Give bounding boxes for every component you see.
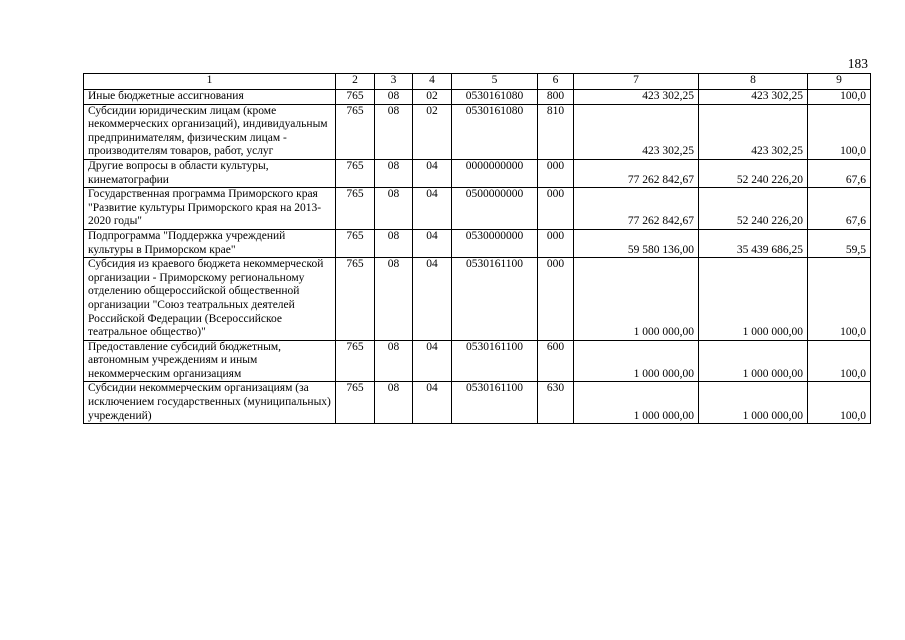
executed-amount: 52 240 226,20 [699, 159, 808, 187]
section-code: 08 [375, 258, 413, 341]
target-article-code: 0530161100 [452, 340, 538, 382]
table-row [84, 188, 871, 230]
table-row [84, 90, 871, 105]
row-name: Субсидия из краевого бюджета некоммерческой организации - Приморскому региональному отделению общероссийской общественной организации "Союз театральных деятелей Российской Федерации (Всероссийское театральное общество)" [84, 258, 336, 341]
table-row [84, 258, 871, 341]
ministry-code: 765 [336, 104, 375, 159]
subsection-code: 04 [413, 340, 452, 382]
header-cell-3: 3 [375, 74, 413, 90]
planned-amount: 59 580 136,00 [574, 229, 699, 257]
execution-percent: 100,0 [808, 382, 871, 424]
executed-amount: 423 302,25 [699, 104, 808, 159]
execution-percent: 67,6 [808, 159, 871, 187]
target-article-code: 0530161100 [452, 258, 538, 341]
ministry-code: 765 [336, 382, 375, 424]
planned-amount: 77 262 842,67 [574, 188, 699, 230]
header-cell-4: 4 [413, 74, 452, 90]
header-cell-9: 9 [808, 74, 871, 90]
subsection-code: 04 [413, 229, 452, 257]
planned-amount: 423 302,25 [574, 90, 699, 105]
table-row [84, 382, 871, 424]
execution-percent: 100,0 [808, 104, 871, 159]
header-cell-7: 7 [574, 74, 699, 90]
execution-percent: 100,0 [808, 340, 871, 382]
target-article-code: 0530000000 [452, 229, 538, 257]
expense-type-code: 000 [538, 188, 574, 230]
section-code: 08 [375, 104, 413, 159]
header-cell-1: 1 [84, 74, 336, 90]
subsection-code: 04 [413, 188, 452, 230]
expense-type-code: 630 [538, 382, 574, 424]
expense-type-code: 000 [538, 258, 574, 341]
executed-amount: 1 000 000,00 [699, 382, 808, 424]
header-cell-2: 2 [336, 74, 375, 90]
table-row [84, 340, 871, 382]
section-code: 08 [375, 188, 413, 230]
planned-amount: 1 000 000,00 [574, 340, 699, 382]
planned-amount: 77 262 842,67 [574, 159, 699, 187]
expense-type-code: 800 [538, 90, 574, 105]
executed-amount: 1 000 000,00 [699, 258, 808, 341]
expense-type-code: 000 [538, 229, 574, 257]
table-row [84, 159, 871, 187]
row-name: Субсидии юридическим лицам (кроме некоммерческих организаций), индивидуальным предпринимателям, физическим лицам - производителям товаров, работ, услуг [84, 104, 336, 159]
ministry-code: 765 [336, 159, 375, 187]
executed-amount: 423 302,25 [699, 90, 808, 105]
row-name: Государственная программа Приморского края "Развитие культуры Приморского края на 2013-2020 годы" [84, 188, 336, 230]
executed-amount: 52 240 226,20 [699, 188, 808, 230]
expense-type-code: 600 [538, 340, 574, 382]
section-code: 08 [375, 90, 413, 105]
planned-amount: 423 302,25 [574, 104, 699, 159]
table-row [84, 229, 871, 257]
section-code: 08 [375, 382, 413, 424]
expense-type-code: 810 [538, 104, 574, 159]
target-article-code: 0530161080 [452, 90, 538, 105]
ministry-code: 765 [336, 229, 375, 257]
planned-amount: 1 000 000,00 [574, 258, 699, 341]
subsection-code: 02 [413, 104, 452, 159]
subsection-code: 04 [413, 258, 452, 341]
row-name: Субсидии некоммерческим организациям (за исключением государственных (муниципальных) учреждений) [84, 382, 336, 424]
expense-type-code: 000 [538, 159, 574, 187]
table-row [84, 104, 871, 159]
header-row [84, 74, 871, 90]
execution-percent: 67,6 [808, 188, 871, 230]
header-cell-6: 6 [538, 74, 574, 90]
row-name: Предоставление субсидий бюджетным, автономным учреждениям и иным некоммерческим организациям [84, 340, 336, 382]
executed-amount: 1 000 000,00 [699, 340, 808, 382]
executed-amount: 35 439 686,25 [699, 229, 808, 257]
header-cell-8: 8 [699, 74, 808, 90]
planned-amount: 1 000 000,00 [574, 382, 699, 424]
row-name: Подпрограмма "Поддержка учреждений культуры в Приморском крае" [84, 229, 336, 257]
row-name: Другие вопросы в области культуры, кинематографии [84, 159, 336, 187]
ministry-code: 765 [336, 90, 375, 105]
section-code: 08 [375, 229, 413, 257]
page-number: 183 [847, 56, 868, 71]
row-name: Иные бюджетные ассигнования [84, 90, 336, 105]
subsection-code: 04 [413, 159, 452, 187]
section-code: 08 [375, 159, 413, 187]
execution-percent: 100,0 [808, 90, 871, 105]
budget-table [83, 73, 871, 424]
section-code: 08 [375, 340, 413, 382]
header-cell-5: 5 [452, 74, 538, 90]
target-article-code: 0530161080 [452, 104, 538, 159]
target-article-code: 0500000000 [452, 188, 538, 230]
target-article-code: 0530161100 [452, 382, 538, 424]
execution-percent: 59,5 [808, 229, 871, 257]
ministry-code: 765 [336, 188, 375, 230]
execution-percent: 100,0 [808, 258, 871, 341]
subsection-code: 04 [413, 382, 452, 424]
ministry-code: 765 [336, 340, 375, 382]
subsection-code: 02 [413, 90, 452, 105]
ministry-code: 765 [336, 258, 375, 341]
target-article-code: 0000000000 [452, 159, 538, 187]
